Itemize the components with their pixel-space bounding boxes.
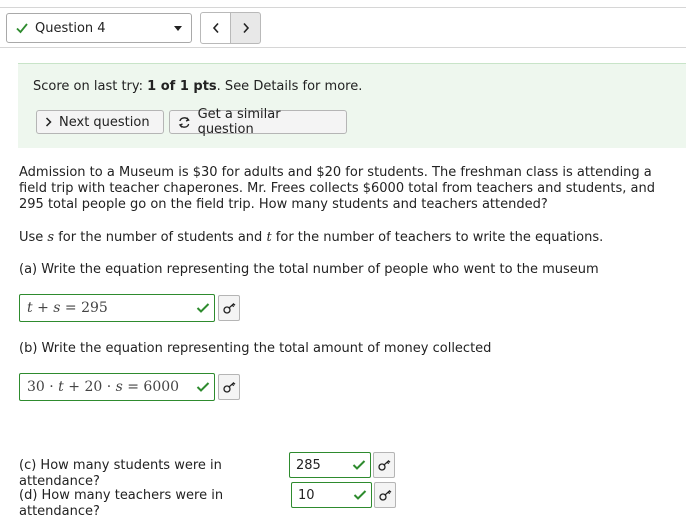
math-term: + 20 ·: [63, 379, 116, 395]
question-select[interactable]: [6, 13, 192, 43]
similar-question-label: Get a similar question: [197, 107, 281, 137]
math-op: = 295: [60, 300, 108, 316]
key-icon-button[interactable]: [218, 295, 240, 321]
math-var: s: [115, 379, 123, 395]
check-icon: [15, 21, 29, 35]
var-t: t: [266, 230, 272, 245]
chevron-left-icon: [211, 22, 221, 34]
part-a-answer-field[interactable]: [19, 294, 215, 322]
check-icon: [196, 381, 210, 393]
check-icon: [352, 459, 366, 471]
key-icon: [379, 489, 392, 501]
previous-question-button[interactable]: [200, 12, 231, 44]
key-icon-button[interactable]: [374, 482, 396, 508]
part-d-answer-field[interactable]: [291, 482, 372, 508]
score-value: 1 of 1 pts: [147, 79, 217, 94]
part-b-equation: [27, 379, 179, 395]
math-op: = 6000: [122, 379, 180, 395]
part-c-answer-field[interactable]: [289, 452, 371, 478]
next-question-button[interactable]: [36, 110, 164, 134]
math-var: t: [27, 300, 33, 316]
key-icon: [223, 302, 236, 314]
chevron-right-icon: [241, 22, 251, 34]
refresh-icon: [178, 116, 191, 129]
caret-down-icon: [174, 26, 182, 31]
key-icon: [223, 381, 236, 393]
math-term: 30 ·: [27, 379, 59, 395]
instr-part: for the number of teachers to write the equations.: [271, 230, 604, 245]
part-a-equation: [27, 300, 108, 316]
question-select-label: Question 4: [35, 20, 106, 36]
chevron-right-icon: [45, 117, 52, 127]
next-question-arrow-button[interactable]: [230, 12, 261, 44]
math-var: s: [53, 300, 61, 316]
check-icon: [353, 489, 367, 501]
part-c-prompt: (c) How many students were in attendance?: [19, 458, 222, 489]
score-line: [33, 79, 362, 94]
math-op: +: [32, 300, 54, 316]
part-c-answer-value: 285: [296, 457, 321, 473]
instr-part: Use: [19, 230, 48, 245]
part-b-answer-field[interactable]: [19, 373, 215, 401]
key-icon-button[interactable]: [373, 452, 395, 478]
part-b-prompt: (b) Write the equation representing the total amount of money collected: [19, 341, 492, 356]
math-var: t: [58, 379, 64, 395]
problem-text: Admission to a Museum is $30 for adults and $20 for students. The freshman class is attending a field trip with teacher chaperones. Mr. Frees collects $6000 total from teachers and students, and 295 total people go on the field trip. How many students and teachers attended?: [19, 165, 655, 212]
part-d-prompt: (d) How many teachers were in attendance?: [19, 488, 224, 519]
part-d-answer-value: 10: [298, 487, 315, 503]
key-icon-button[interactable]: [218, 374, 240, 400]
key-icon: [378, 459, 391, 471]
check-icon: [196, 302, 210, 314]
instr-part: for the number of students and: [54, 230, 267, 245]
part-a-prompt: (a) Write the equation representing the total number of people who went to the museum: [19, 262, 599, 277]
similar-question-button[interactable]: [169, 107, 347, 137]
score-prefix: Score on last try:: [33, 79, 148, 94]
score-panel: [18, 63, 686, 148]
score-suffix: . See Details for more.: [216, 79, 363, 94]
instructions-text: [19, 230, 669, 246]
var-s: s: [47, 230, 55, 245]
question-nav-bar: [0, 7, 686, 48]
next-question-label: Next question: [59, 114, 150, 130]
